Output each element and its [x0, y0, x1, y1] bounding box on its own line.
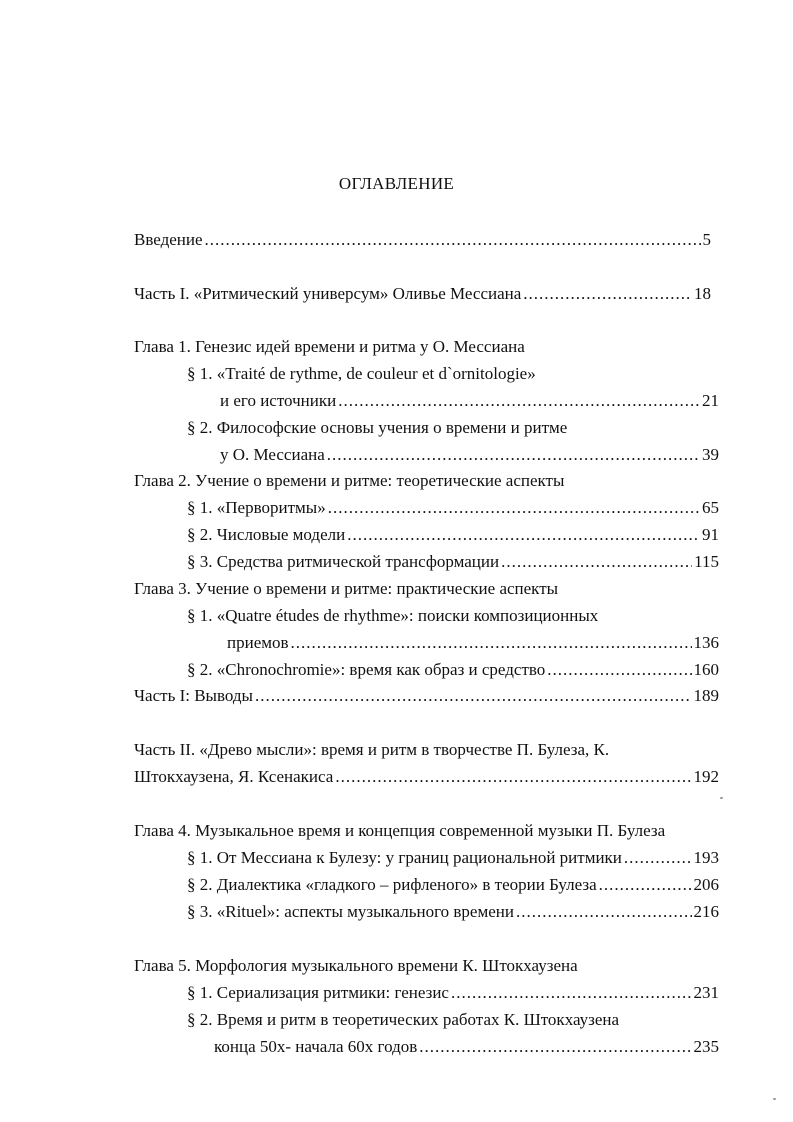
toc-ch1-section1-line2	[220, 390, 719, 412]
toc-page-number: 136	[693, 633, 719, 652]
toc-page-number: 65	[702, 498, 719, 517]
toc-leader	[335, 766, 691, 788]
toc-leader	[547, 659, 691, 681]
toc-page-number: 193	[693, 848, 719, 867]
toc-page-number: 231	[693, 983, 719, 1002]
toc-ch5-section2-line1: § 2. Время и ритм в теоретических работах К. Штокхаузена	[187, 1010, 620, 1029]
toc-page-number: 21	[702, 391, 719, 410]
toc-entry-intro	[134, 229, 711, 251]
toc-page-number: 189	[693, 686, 719, 705]
toc-label: у О. Мессиана	[220, 445, 325, 464]
toc-leader	[451, 982, 692, 1004]
scan-speck	[773, 1098, 776, 1100]
toc-label: § 1. «Перворитмы»	[187, 498, 326, 517]
toc-page-number: 39	[702, 445, 719, 464]
toc-leader	[501, 551, 692, 573]
toc-label: Введение	[134, 230, 203, 249]
toc-page-number: 5	[702, 230, 711, 249]
toc-ch4-section1	[187, 847, 719, 869]
toc-leader	[327, 444, 700, 466]
toc-ch1-section2-line2	[220, 444, 719, 466]
toc-label: и его источники	[220, 391, 337, 410]
toc-label: § 2. Числовые модели	[187, 525, 346, 544]
toc-leader	[624, 847, 692, 869]
toc-page-number: 18	[694, 284, 711, 303]
toc-ch2-section2	[187, 524, 719, 546]
toc-chapter-3-title: Глава 3. Учение о времени и ритме: практические аспекты	[134, 579, 559, 598]
toc-leader	[419, 1036, 691, 1058]
toc-ch2-section1	[187, 497, 719, 519]
toc-label: § 2. «Chronochromie»: время как образ и средство	[187, 660, 546, 679]
toc-ch3-section1-line1: § 1. «Quatre études de rhythme»: поиски композиционных	[187, 606, 599, 625]
toc-leader	[347, 524, 700, 546]
toc-label: § 3. Средства ритмической трансформации	[187, 552, 500, 571]
toc-label: § 2. Диалектика «гладкого – рифленого» в теории Булеза	[187, 875, 597, 894]
toc-page-number: 206	[693, 875, 719, 894]
toc-label: Штокхаузена, Я. Ксенакиса	[134, 767, 334, 786]
toc-ch3-section2	[187, 659, 719, 681]
toc-leader	[599, 874, 692, 896]
toc-label: § 1. Сериализация ритмики: генезис	[187, 983, 449, 1002]
toc-ch5-section1	[187, 982, 719, 1004]
toc-ch4-section2	[187, 874, 719, 896]
toc-ch4-section3	[187, 901, 719, 923]
toc-label: Часть I. «Ритмический универсум» Оливье Мессиана	[134, 284, 522, 303]
toc-page-number: 91	[702, 525, 719, 544]
toc-chapter-1-title: Глава 1. Генезис идей времени и ритма у О. Мессиана	[134, 337, 525, 356]
toc-label: конца 50х- начала 60х годов	[214, 1037, 418, 1056]
toc-entry-part1-conclusions	[134, 685, 719, 707]
toc-ch5-section2-line2	[214, 1036, 719, 1058]
toc-leader	[328, 497, 700, 519]
page-title: ОГЛАВЛЕНИЕ	[338, 174, 455, 193]
toc-leader	[523, 283, 692, 305]
toc-leader	[205, 229, 701, 251]
toc-ch3-section1-line2	[227, 632, 719, 654]
toc-leader	[291, 632, 692, 654]
toc-chapter-5-title: Глава 5. Морфология музыкального времени К. Штокхаузена	[134, 956, 578, 975]
toc-label: Часть I: Выводы	[134, 686, 253, 705]
toc-page-number: 235	[693, 1037, 719, 1056]
toc-leader	[338, 390, 700, 412]
toc-label: § 3. «Rituel»: аспекты музыкального времени	[187, 902, 514, 921]
toc-chapter-2-title: Глава 2. Учение о времени и ритме: теоретические аспекты	[134, 471, 565, 490]
toc-part2-line1: Часть II. «Древо мысли»: время и ритм в творчестве П. Булеза, К.	[134, 740, 610, 759]
toc-entry-part1	[134, 283, 711, 305]
toc-page-number: 216	[693, 902, 719, 921]
toc-ch1-section2-line1: § 2. Философские основы учения о времени и ритме	[187, 418, 568, 437]
toc-ch1-section1-line1: § 1. «Traité de rythme, de couleur et d`ornitologie»	[187, 364, 536, 383]
toc-part2-line2	[134, 766, 719, 788]
toc-leader	[516, 901, 692, 923]
toc-page-number: 115	[694, 552, 719, 571]
toc-page-number: 160	[693, 660, 719, 679]
toc-label: приемов	[227, 633, 289, 652]
toc-page-number: 192	[693, 767, 719, 786]
toc-chapter-4-title: Глава 4. Музыкальное время и концепция современной музыки П. Булеза	[134, 821, 666, 840]
scan-speck	[720, 797, 723, 799]
toc-leader	[255, 685, 692, 707]
toc-label: § 1. От Мессиана к Булезу: у границ рациональной ритмики	[187, 848, 622, 867]
toc-ch2-section3	[187, 551, 719, 573]
